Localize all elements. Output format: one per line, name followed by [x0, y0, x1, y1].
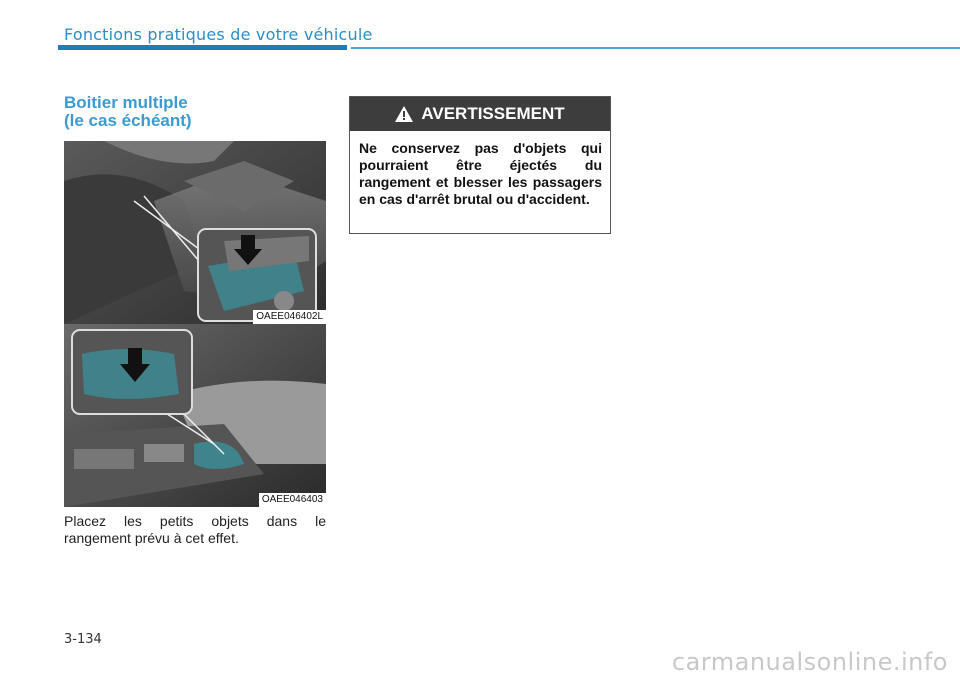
page-number: 3-134 [64, 632, 102, 647]
watermark: carmanualsonline.info [671, 648, 948, 676]
header-rule-dark [58, 45, 347, 50]
chapter-title: Fonctions pratiques de votre véhicule [64, 25, 373, 44]
warning-triangle-icon [395, 106, 413, 122]
warning-box [349, 96, 611, 234]
warning-title: AVERTISSEMENT [421, 104, 565, 123]
section-title [64, 94, 192, 130]
console-illustration-1 [64, 141, 326, 324]
image-code-1: OAEE046402L [253, 310, 326, 324]
section-title-line2: (le cas échéant) [64, 111, 192, 130]
section-title-line1: Boitier multiple [64, 93, 188, 112]
header-rule-light [351, 47, 960, 49]
body-paragraph: Placez les petits objets dans le rangement prévu à cet effet. [64, 513, 326, 546]
image-code-2: OAEE046403 [259, 493, 326, 507]
warning-text: Ne conservez pas d'objets qui pourraient être éjectés du rangement et blesser les passagers en cas d'arrêt brutal ou d'accident. [359, 140, 602, 207]
warning-header [350, 97, 610, 131]
console-photo-1 [64, 141, 326, 324]
console-photo-2 [64, 324, 326, 507]
console-illustration-2 [64, 324, 326, 507]
